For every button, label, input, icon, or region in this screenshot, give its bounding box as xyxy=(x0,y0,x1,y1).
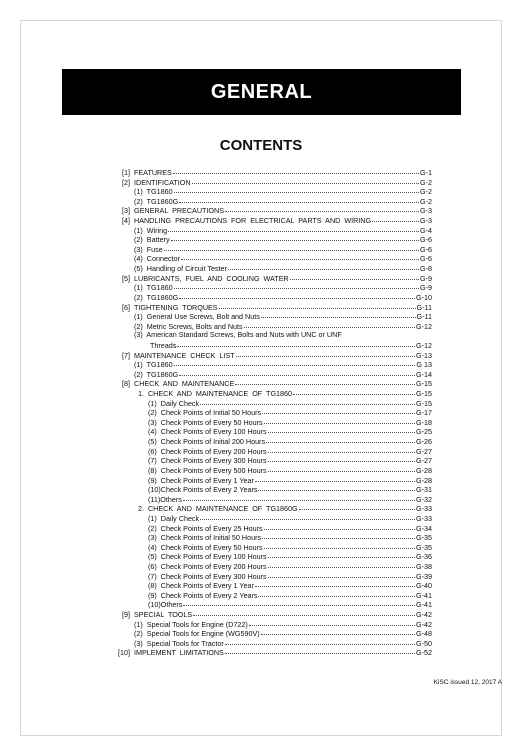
toc-entry-title: (1) Wiring xyxy=(134,225,168,235)
dot-leader xyxy=(193,607,415,616)
toc-entry-page: G-41 xyxy=(416,600,432,610)
dot-leader xyxy=(225,203,419,212)
toc-entry-page: G-25 xyxy=(416,427,432,437)
dot-leader xyxy=(299,501,415,510)
toc-entry[interactable] xyxy=(112,646,432,656)
toc-entry-page: G-42 xyxy=(416,619,432,629)
table-of-contents xyxy=(112,166,432,656)
toc-entry-page: G-48 xyxy=(416,629,432,639)
dot-leader xyxy=(262,405,415,414)
dot-leader xyxy=(171,232,419,241)
toc-entry-page: G-41 xyxy=(416,590,432,600)
dot-leader xyxy=(261,626,415,635)
toc-entry-title: (1) TG1860 xyxy=(134,360,173,370)
toc-entry-page: G-27 xyxy=(416,446,432,456)
toc-entry-title: (2) TG1860G xyxy=(134,292,179,302)
dot-leader xyxy=(181,251,419,260)
dot-leader xyxy=(255,578,415,587)
toc-entry-title: (1) Daily Check xyxy=(148,398,200,408)
toc-entry-page: G-9 xyxy=(420,273,432,283)
toc-entry-page: G-26 xyxy=(416,437,432,447)
toc-entry-page: G-2 xyxy=(420,177,432,187)
toc-entry-title: (9) Check Points of Every 1 Year xyxy=(148,475,254,485)
toc-entry-page: G-12 xyxy=(416,321,432,331)
toc-entry-page: G-10 xyxy=(416,292,432,302)
toc-entry-page: G-35 xyxy=(416,533,432,543)
toc-entry-number: [10] xyxy=(118,648,130,658)
toc-entry-title: TIGHTENING TORQUES xyxy=(134,302,218,312)
toc-entry-title: SPECIAL TOOLS xyxy=(134,610,193,620)
toc-entry-title: (2) TG1860G xyxy=(134,196,179,206)
toc-entry-title: (2) TG1860G xyxy=(134,369,179,379)
toc-entry-number: [1] xyxy=(122,168,130,177)
toc-entry-title: (9) Check Points of Every 2 Years xyxy=(148,590,258,600)
toc-entry-page: G-6 xyxy=(420,235,432,245)
dot-leader xyxy=(261,309,416,318)
dot-leader xyxy=(179,367,415,376)
toc-entry-page: G-15 xyxy=(416,389,432,399)
issue-footer: KiSC issued 12, 2017 A xyxy=(433,679,502,686)
toc-entry-title: GENERAL PRECAUTIONS xyxy=(134,206,224,216)
toc-entry-number: [7] xyxy=(122,350,130,360)
toc-entry-title: (8) Check Points of Every 500 Hours xyxy=(148,465,267,475)
dot-leader xyxy=(164,242,419,251)
toc-entry-page: G-38 xyxy=(416,561,432,571)
dot-leader xyxy=(225,636,415,645)
dot-leader xyxy=(200,511,415,520)
toc-entry-title: (4) Check Points of Every 50 Hours xyxy=(148,542,263,552)
toc-entry-page: G-13 xyxy=(416,350,432,360)
toc-entry-page: G-34 xyxy=(416,523,432,533)
toc-entry-title: (4) Connector xyxy=(134,254,180,264)
toc-entry-page: G-15 xyxy=(416,379,432,389)
dot-leader xyxy=(268,444,415,453)
dot-leader xyxy=(372,213,419,222)
toc-entry-title: Threads xyxy=(150,340,177,350)
toc-entry-title: FEATURES xyxy=(134,168,172,177)
dot-leader xyxy=(262,530,415,539)
toc-entry-number: [9] xyxy=(122,610,130,620)
toc-entry-page: G-15 xyxy=(416,398,432,408)
toc-entry-title: (3) Check Points of Initial 50 Hours xyxy=(148,533,262,543)
toc-entry-page: G-40 xyxy=(416,581,432,591)
toc-entry-title: (10)Check Points of Every 2 Years xyxy=(148,485,258,495)
dot-leader xyxy=(264,415,415,424)
dot-leader xyxy=(192,175,419,184)
toc-entry-title: (11)Others xyxy=(148,494,182,504)
dot-leader xyxy=(268,453,415,462)
toc-entry-page: G-28 xyxy=(416,465,432,475)
toc-entry-title: (4) Check Points of Every 100 Hours xyxy=(148,427,267,437)
dot-leader xyxy=(235,376,415,385)
toc-entry-page: G-1 xyxy=(420,168,432,177)
toc-entry-number: [6] xyxy=(122,302,130,312)
toc-entry-page: G-33 xyxy=(416,504,432,514)
dot-leader xyxy=(244,319,415,328)
dot-leader xyxy=(264,540,415,549)
toc-entry-page: G-32 xyxy=(416,494,432,504)
dot-leader xyxy=(174,280,419,289)
toc-entry-page: G-2 xyxy=(420,196,432,206)
toc-entry-title: (5) Check Points of Initial 200 Hours xyxy=(148,437,266,447)
toc-entry-title: (7) Check Points of Every 300 Hours xyxy=(148,571,267,581)
toc-entry-title: (1) TG1860 xyxy=(134,283,173,293)
toc-entry-page: G-35 xyxy=(416,542,432,552)
toc-entry-title: (1) TG1860 xyxy=(134,187,173,197)
toc-entry-title: (1) Daily Check xyxy=(148,513,200,523)
dot-leader xyxy=(268,424,415,433)
toc-entry-title: (1) General Use Screws, Bolt and Nuts xyxy=(134,312,260,322)
toc-entry-page: G-11 xyxy=(416,312,432,322)
toc-entry-number: [5] xyxy=(122,273,130,283)
toc-entry-page: G-39 xyxy=(416,571,432,581)
toc-entry-page: G-12 xyxy=(416,340,432,350)
dot-leader xyxy=(264,521,415,530)
toc-entry-page: G-6 xyxy=(420,254,432,264)
toc-entry-page: G-31 xyxy=(416,485,432,495)
toc-entry-title: 1. CHECK AND MAINTENANCE OF TG1860 xyxy=(134,389,293,399)
toc-entry-title: (6) Check Points of Every 200 Hours xyxy=(148,446,267,456)
toc-entry-number: [4] xyxy=(122,216,130,226)
section-banner xyxy=(62,69,461,115)
dot-leader xyxy=(179,290,415,299)
toc-entry-page: G-8 xyxy=(420,264,432,274)
toc-entry-title: (1) Special Tools for Engine (D722) xyxy=(134,619,248,629)
dot-leader xyxy=(177,338,415,347)
banner-title: GENERAL xyxy=(210,80,313,103)
toc-entry-title: (5) Check Points of Every 100 Hours xyxy=(148,552,267,562)
toc-entry-page: G-50 xyxy=(416,638,432,648)
toc-entry-page: G-14 xyxy=(416,369,432,379)
toc-entry-title: (2) Check Points of Initial 50 Hours xyxy=(148,408,262,418)
dot-leader xyxy=(173,165,419,174)
toc-entry-page: G-3 xyxy=(420,216,432,226)
toc-entry-title: (3) Fuse xyxy=(134,244,163,254)
toc-entry-page: G-6 xyxy=(420,244,432,254)
dot-leader xyxy=(268,549,415,558)
toc-entry-page: G-42 xyxy=(416,610,432,620)
dot-leader xyxy=(293,386,415,395)
toc-entry-title: CHECK AND MAINTENANCE xyxy=(134,379,235,389)
toc-entry-title: IMPLEMENT LIMITATIONS xyxy=(134,648,224,658)
dot-leader xyxy=(183,492,415,501)
toc-entry-page: G-52 xyxy=(416,648,432,658)
dot-leader xyxy=(266,434,415,443)
toc-entry-number: [3] xyxy=(122,206,130,216)
toc-entry-title: (2) Special Tools for Engine (WG590V) xyxy=(134,629,260,639)
toc-entry-title: HANDLING PRECAUTIONS FOR ELECTRICAL PARTS AND WIRING xyxy=(134,216,372,226)
toc-entry-page: G-27 xyxy=(416,456,432,466)
toc-entry-page: G-17 xyxy=(416,408,432,418)
dot-leader xyxy=(249,617,415,626)
dot-leader xyxy=(174,184,419,193)
toc-entry-number: [2] xyxy=(122,177,130,187)
dot-leader xyxy=(268,569,415,578)
toc-entry-title: (3) Check Points of Every 50 Hours xyxy=(148,417,263,427)
dot-leader xyxy=(268,463,415,472)
toc-entry-page: G-9 xyxy=(420,283,432,293)
toc-entry-title: (5) Handling of Circuit Tester xyxy=(134,264,227,274)
toc-entry-page: G-28 xyxy=(416,475,432,485)
toc-entry-page: G 13 xyxy=(416,360,432,370)
toc-entry-page: G-2 xyxy=(420,187,432,197)
dot-leader xyxy=(200,396,415,405)
dot-leader xyxy=(174,357,416,366)
toc-entry-page: G-18 xyxy=(416,417,432,427)
dot-leader xyxy=(236,348,415,357)
dot-leader xyxy=(228,261,419,270)
toc-entry-title: (3) Special Tools for Tractor xyxy=(134,638,224,648)
dot-leader xyxy=(183,597,415,606)
toc-entry-title: LUBRICANTS, FUEL AND COOLING WATER xyxy=(134,273,289,283)
dot-leader xyxy=(290,271,419,280)
dot-leader xyxy=(219,300,416,309)
toc-entry-page: G-11 xyxy=(416,302,432,312)
toc-entry-page: G-36 xyxy=(416,552,432,562)
toc-entry-page: G-3 xyxy=(420,206,432,216)
toc-entry-page: G-33 xyxy=(416,513,432,523)
toc-entry-title: (10)Others xyxy=(148,600,183,610)
toc-entry-title: (2) Battery xyxy=(134,235,170,245)
toc-entry-number: [8] xyxy=(122,379,130,389)
toc-entry-title: (2) Metric Screws, Bolts and Nuts xyxy=(134,321,243,331)
dot-leader xyxy=(258,482,415,491)
toc-entry-title: (6) Check Points of Every 200 Hours xyxy=(148,561,267,571)
dot-leader xyxy=(179,194,419,203)
toc-entry-title: 2. CHECK AND MAINTENANCE OF TG1860G xyxy=(134,504,298,514)
contents-heading: CONTENTS xyxy=(219,137,303,154)
toc-entry-title: (2) Check Points of Every 25 Hours xyxy=(148,523,263,533)
dot-leader xyxy=(258,588,415,597)
dot-leader xyxy=(343,328,431,336)
toc-entry-title: (7) Check Points of Every 300 Hours xyxy=(148,456,267,466)
toc-entry-title: IDENTIFICATION xyxy=(134,177,191,187)
toc-entry-page: G-4 xyxy=(420,225,432,235)
toc-entry-title: (3) American Standard Screws, Bolts and Nuts with UNC or UNF xyxy=(134,330,342,340)
toc-entry-title: (8) Check Points of Every 1 Year xyxy=(148,581,254,591)
dot-leader xyxy=(255,473,415,482)
dot-leader xyxy=(168,223,419,232)
toc-entry-title: MAINTENANCE CHECK LIST xyxy=(134,350,235,360)
dot-leader xyxy=(225,645,415,654)
dot-leader xyxy=(268,559,415,568)
